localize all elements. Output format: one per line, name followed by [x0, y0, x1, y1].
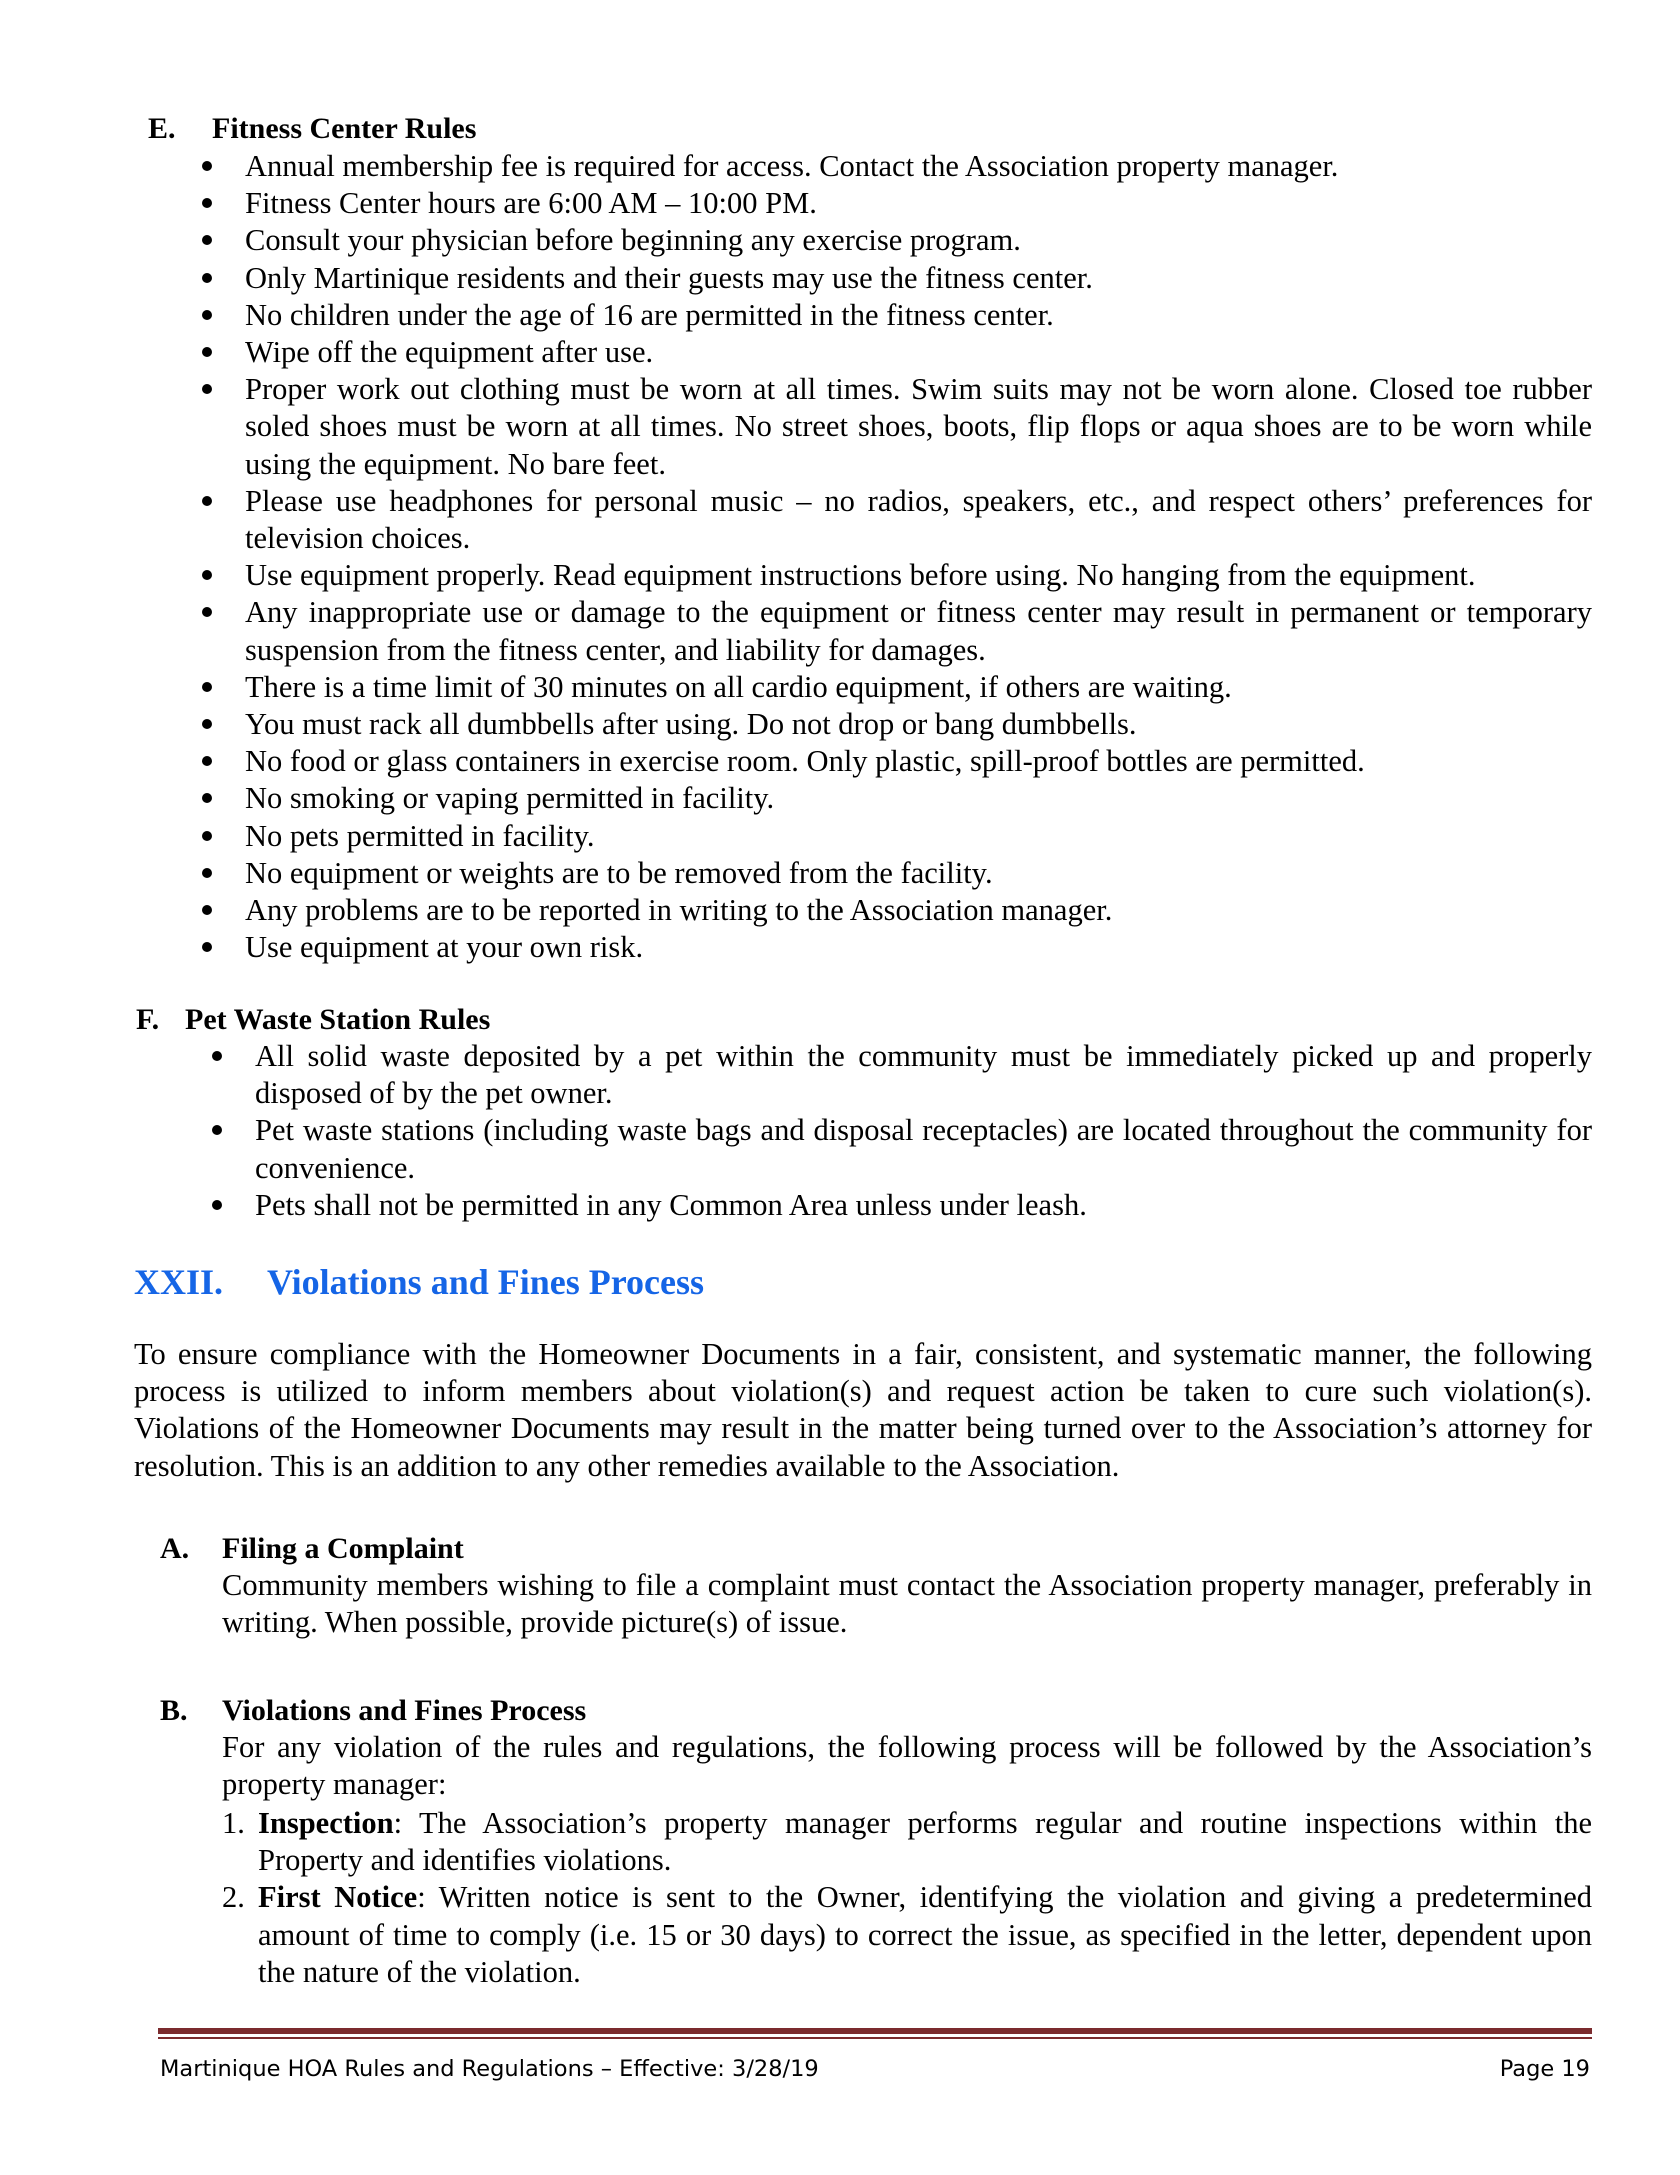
fitness-rule-text: Wipe off the equipment after use.	[245, 335, 654, 370]
footer-rule-thin	[158, 2037, 1592, 2039]
pet-heading	[136, 1001, 490, 1038]
process-steps-list	[222, 1805, 1592, 1991]
step-text: : Written notice is sent to the Owner, identifying the violation and giving a predetermined amount of time to comply (i.e. 15 or 30 days) to correct the issue, as specified in the letter, dependent upon the nature of the violation.	[258, 1880, 1592, 1989]
fitness-rule-text: Please use headphones for personal music – no radios, speakers, etc., and respect others’ preferences for television choices.	[245, 483, 1592, 556]
fitness-rule-item	[200, 148, 1592, 185]
filing-heading	[160, 1530, 464, 1567]
process-body: For any violation of the rules and regulations, the following process will be followed by the Association’s property manager:	[222, 1730, 1592, 1802]
fitness-rule-item	[200, 334, 1592, 371]
fitness-rule-text: Use equipment at your own risk.	[245, 930, 644, 965]
section-number: XXII.	[134, 1262, 224, 1302]
pet-rule-text: Pet waste stations (including waste bags and disposal receptacles) are located throughout the community for convenience.	[255, 1113, 1592, 1185]
fitness-rule-item	[200, 818, 1592, 855]
fitness-rule-item	[200, 669, 1592, 706]
fitness-rule-text: There is a time limit of 30 minutes on all cardio equipment, if others are waiting.	[245, 669, 1232, 704]
pet-rules-list	[210, 1038, 1592, 1224]
fitness-rule-item	[200, 706, 1592, 743]
fitness-rule-text: You must rack all dumbbells after using. Do not drop or bang dumbbells.	[245, 707, 1137, 742]
step-term: First Notice	[258, 1880, 418, 1915]
fitness-rule-text: No smoking or vaping permitted in facility.	[245, 781, 775, 816]
fitness-rule-item	[200, 780, 1592, 817]
process-step	[222, 1879, 1592, 1991]
step-number: 1.	[222, 1806, 245, 1840]
fitness-rule-text: No children under the age of 16 are permitted in the fitness center.	[245, 297, 1054, 332]
section-heading	[134, 1260, 704, 1304]
fitness-rule-text: Consult your physician before beginning any exercise program.	[245, 223, 1021, 258]
fitness-rule-text: Annual membership fee is required for access. Contact the Association property manager.	[245, 149, 1339, 183]
fitness-rule-item	[200, 185, 1592, 222]
pet-rule-item	[210, 1112, 1592, 1186]
fitness-rule-item	[200, 483, 1592, 557]
fitness-rules-list	[200, 148, 1592, 966]
fitness-rule-text: Use equipment properly. Read equipment instructions before using. No hanging from the equipment.	[245, 558, 1476, 593]
pet-rule-text: Pets shall not be permitted in any Common Area unless under leash.	[255, 1187, 1087, 1222]
fitness-rule-item	[200, 594, 1592, 668]
step-term: Inspection	[258, 1806, 394, 1840]
fitness-rule-text: No food or glass containers in exercise room. Only plastic, spill-proof bottles are permitted.	[245, 744, 1365, 779]
fitness-rule-text: Only Martinique residents and their guests may use the fitness center.	[245, 260, 1093, 295]
filing-letter: A.	[160, 1532, 190, 1565]
section-title: Violations and Fines Process	[267, 1262, 705, 1302]
pet-letter: F.	[136, 1003, 160, 1036]
fitness-heading	[148, 110, 476, 147]
fitness-rule-item	[200, 297, 1592, 334]
fitness-rule-item	[200, 260, 1592, 297]
pet-rule-item	[210, 1038, 1592, 1112]
fitness-rule-text: No pets permitted in facility.	[245, 818, 595, 853]
fitness-rule-text: Proper work out clothing must be worn at all times. Swim suits may not be worn alone. Closed toe rubber soled shoes must be worn at all times. No street shoes, boots, flip flops or aqua shoes are to be worn while using the equipment. No bare feet.	[245, 372, 1592, 481]
footer-title: Martinique HOA Rules and Regulations – Effective: 3/28/19	[160, 2056, 819, 2082]
page-number: Page 19	[1499, 2056, 1590, 2082]
fitness-letter: E.	[148, 112, 176, 145]
section-intro: To ensure compliance with the Homeowner Documents in a fair, consistent, and systematic manner, the following process is utilized to inform members about violation(s) and request action be taken to cure such violation(s). Violations of the Homeowner Documents may result in the matter being turned over to the Association’s attorney for resolution. This is an addition to any other remedies available to the Association.	[134, 1337, 1592, 1483]
filing-body: Community members wishing to file a complaint must contact the Association property manager, preferably in writing. When possible, provide picture(s) of issue.	[222, 1568, 1592, 1640]
fitness-rule-item	[200, 371, 1592, 483]
step-text: : The Association’s property manager performs regular and routine inspections within the Property and identifies violations.	[258, 1806, 1592, 1878]
filing-title: Filing a Complaint	[222, 1532, 464, 1565]
footer-rule-thick	[158, 2028, 1592, 2034]
fitness-rule-text: Any problems are to be reported in writing to the Association manager.	[245, 893, 1113, 928]
pet-rule-item	[210, 1187, 1592, 1224]
fitness-rule-item	[200, 929, 1592, 966]
fitness-rule-item	[200, 855, 1592, 892]
step-number: 2.	[222, 1880, 245, 1915]
fitness-rule-item	[200, 222, 1592, 259]
pet-rule-text: All solid waste deposited by a pet within the community must be immediately picked up and properly disposed of by the pet owner.	[255, 1039, 1592, 1111]
process-letter: B.	[160, 1694, 188, 1727]
fitness-rule-text: Fitness Center hours are 6:00 AM – 10:00 PM.	[245, 186, 817, 221]
fitness-rule-item	[200, 557, 1592, 594]
process-title: Violations and Fines Process	[222, 1694, 587, 1727]
process-heading	[160, 1692, 586, 1729]
fitness-rule-item	[200, 743, 1592, 780]
fitness-rule-item	[200, 892, 1592, 929]
process-step	[222, 1805, 1592, 1879]
fitness-title: Fitness Center Rules	[212, 112, 477, 145]
fitness-rule-text: Any inappropriate use or damage to the equipment or fitness center may result in permanent or temporary suspension from the fitness center, and liability for damages.	[245, 595, 1592, 667]
fitness-rule-text: No equipment or weights are to be removed from the facility.	[245, 855, 993, 890]
pet-title: Pet Waste Station Rules	[185, 1003, 491, 1036]
